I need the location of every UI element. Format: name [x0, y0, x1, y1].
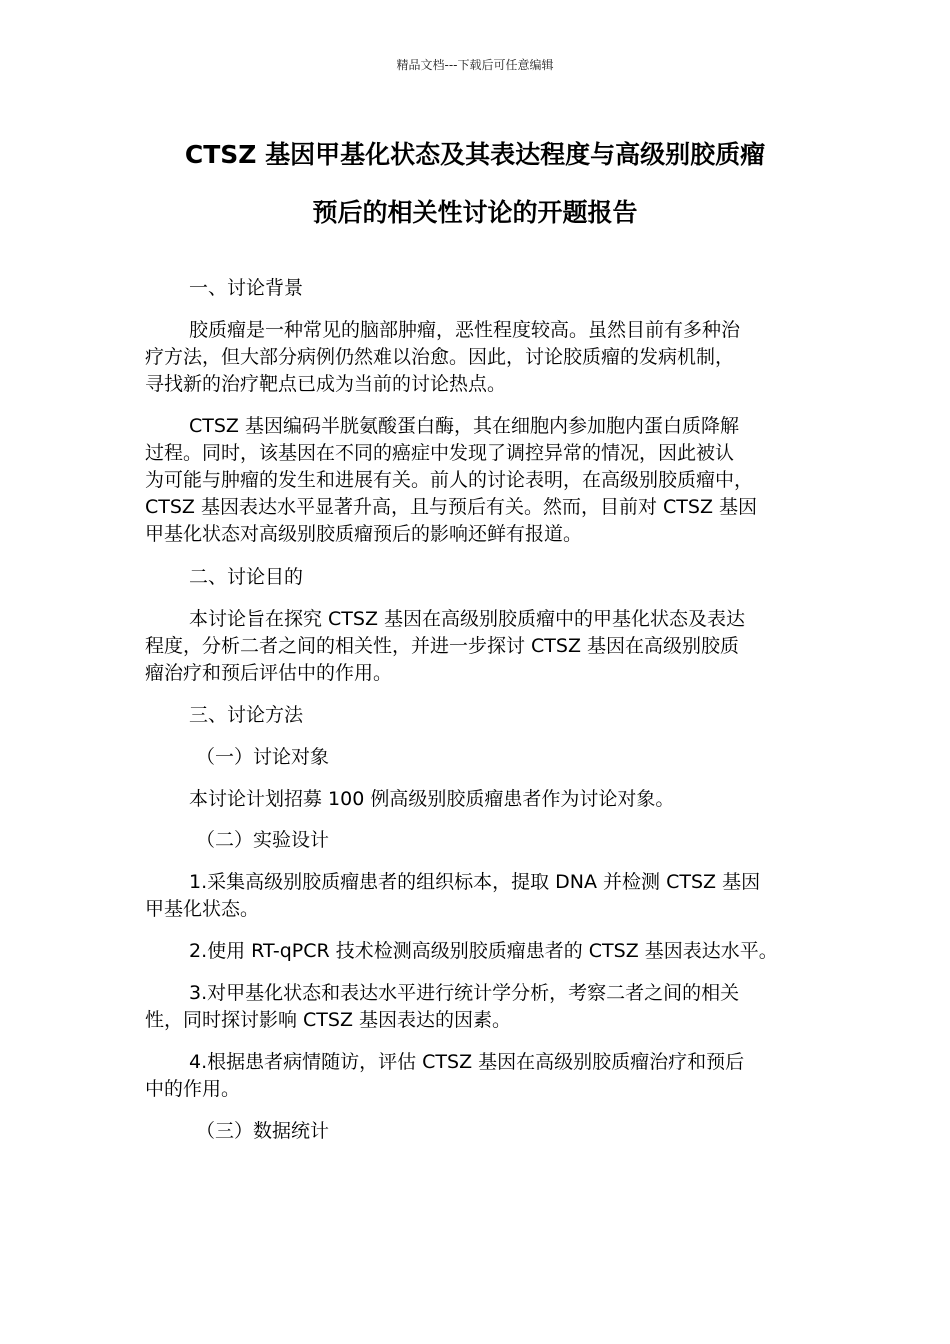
paragraph-background-line-2: 疗方法，但大部分病例仍然难以治愈。因此，讨论胶质瘤的发病机制， [145, 346, 735, 368]
design-item-2: 2.使用 RT-qPCR 技术检测高级别胶质瘤患者的 CTSZ 基因表达水平。 [189, 940, 778, 962]
subheading-statistics: （三）数据统计 [196, 1120, 330, 1142]
design-item-4-line-1: 4.根据患者病情随访，评估 CTSZ 基因在高级别胶质瘤治疗和预后 [189, 1051, 745, 1073]
paragraph-background-line-1: 胶质瘤是一种常见的脑部肿瘤，恶性程度较高。虽然目前有多种治 [189, 319, 741, 341]
header-note: 精品文档---下载后可任意编辑 [396, 58, 554, 72]
subheading-subjects: （一）讨论对象 [196, 746, 330, 768]
design-item-3-line-2: 性，同时探讨影响 CTSZ 基因表达的因素。 [145, 1009, 512, 1031]
document-title-line-2: 预后的相关性讨论的开题报告 [312, 198, 638, 227]
document-title-line-1: CTSZ 基因甲基化状态及其表达程度与高级别胶质瘤 [184, 140, 766, 169]
paragraph-ctsz-line-4: CTSZ 基因表达水平显著升高，且与预后有关。然而，目前对 CTSZ 基因 [145, 496, 758, 518]
section-heading-purpose: 二、讨论目的 [189, 566, 304, 588]
design-item-1-line-1: 1.采集高级别胶质瘤患者的组织标本，提取 DNA 并检测 CTSZ 基因 [189, 871, 761, 893]
paragraph-background-line-3: 寻找新的治疗靶点已成为当前的讨论热点。 [145, 373, 507, 395]
design-item-3-line-1: 3.对甲基化状态和表达水平进行统计学分析，考察二者之间的相关 [189, 982, 740, 1004]
paragraph-subjects: 本讨论计划招募 100 例高级别胶质瘤患者作为讨论对象。 [189, 788, 675, 810]
design-item-4-line-2: 中的作用。 [145, 1078, 241, 1100]
paragraph-purpose-line-2: 程度，分析二者之间的相关性，并进一步探讨 CTSZ 基因在高级别胶质 [145, 635, 740, 657]
subheading-design: （二）实验设计 [196, 829, 330, 851]
paragraph-ctsz-line-5: 甲基化状态对高级别胶质瘤预后的影响还鲜有报道。 [145, 523, 583, 545]
paragraph-ctsz-line-1: CTSZ 基因编码半胱氨酸蛋白酶，其在细胞内参加胞内蛋白质降解 [189, 415, 739, 437]
design-item-1-line-2: 甲基化状态。 [145, 898, 260, 920]
paragraph-purpose-line-1: 本讨论旨在探究 CTSZ 基因在高级别胶质瘤中的甲基化状态及表达 [189, 608, 746, 630]
paragraph-ctsz-line-3: 为可能与肿瘤的发生和进展有关。前人的讨论表明，在高级别胶质瘤中， [145, 469, 754, 491]
paragraph-ctsz-line-2: 过程。同时，该基因在不同的癌症中发现了调控异常的情况，因此被认 [145, 442, 735, 464]
section-heading-background: 一、讨论背景 [189, 277, 304, 299]
section-heading-methods: 三、讨论方法 [189, 704, 304, 726]
paragraph-purpose-line-3: 瘤治疗和预后评估中的作用。 [145, 662, 393, 684]
